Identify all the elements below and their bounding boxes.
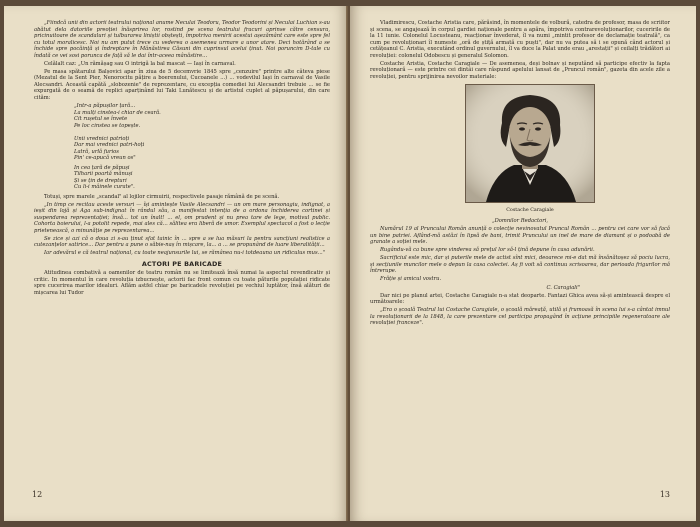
- paragraph-combative-attitude: Atitudinea combativă a oamenilor de teatru român nu se limitează însă numai la aspectul revendicativ și critic. In momentul în care revoluția izbucnește, actorii fac front comun cu toate păturile populației ridicate spre cucerirea marilor idealuri. Aflăm astfel chiar pe baricadele revoluției pe vechiul luptător, însă alături de mișcarea lui Tudor: [34, 270, 330, 296]
- poem-verses-1: [74, 103, 330, 162]
- paragraph-scandal: Totuși, spre marele „scandal" al lojilor cirmuirii, respectivele pasaje rămână de pe scenă.: [44, 193, 280, 200]
- paragraph-censorship: Pe masa spătarului Balșovici apar în ziua de 5 decemvrie 1845 spre „cenzuire" printre alte câteva piese (Mezatul de la Sent Pier, Nenorocitu pățire a boerenului, Cucoanele ...) ... vodevilul Iași în carnaval de Vasile Alecsandri. Această capătă „slobozenie" de reprezentare, cu excepția comediei lui Alecsandri trebuie ... se fie expurgată de o seamă de replici aparținând lui Taki Lunătescu și de artistul cuplet al păpușarului, din care cităm:: [34, 68, 330, 101]
- poem-line: Tilharii poartă mănuși: [74, 171, 133, 178]
- paragraph-alecsandri-recollection: „In timp ce recitau aceste versuri — își amintește Vasile Alecsandri — un om mare personagiu, indignat, a ieșit din lojă și Aga sub-indignat în rândul său, a manifestat intenția de a ordona închiderea cortinei și suspendarea reprezentației; însă... tot un înalt! ... el, om prudent și nu prea tare de lege, motivul public. Cohorta boierului, l-a potolit repede, mai ales că... sălitea era liberă de umor. Exemplul spectacol a fost o lecție prietenească, o minunăție pe reprezentarea...: [34, 201, 330, 234]
- poem-verses-2: [74, 165, 330, 191]
- paragraph-art-plan: Dar nici pe planul artei, Costache Caragiale n-a stat deoparte. Fantazi Ghica avea să-și amintească despre el următoarele:: [370, 292, 670, 306]
- poem-line: Cu li-i mâinele curate".: [74, 184, 135, 191]
- portrait-figure: [465, 84, 595, 214]
- poem-line: Dar mai vrednici patri-hoți: [74, 142, 145, 149]
- poem-line: Cit rușetul se învete: [74, 116, 128, 123]
- paragraph-lead: Costache Aristia, Costache Caragiale: [380, 60, 480, 67]
- poem-line: Și se țin de drepturi: [74, 177, 127, 184]
- poem-line: „Intr-a păpușilor țară...: [74, 103, 136, 110]
- paragraph-caragiale-support-body: De asemenea, deși bolnav și neputând să participe efectiv la fapta revoluționară — este printre cei dintâi care răspund apelului lansat de „Pruncul român", gazeta din acele zile a revoluției, pentru sprijinirea nevoilor materiale:: [370, 60, 670, 80]
- poem-line: Unii vrednici patrioți: [74, 135, 130, 142]
- poem-line: Latră, urlă furios: [74, 148, 119, 155]
- letter-paragraph-2: Rugându-vă ca bune spre vinderea să prețul lor să-l țină depune în casa adunării.: [380, 247, 595, 254]
- left-page: [4, 6, 348, 521]
- letter-paragraph-3: Sacrificiul este mic, dar și puterile mele de actist sînt mici, deoarece mi-e dat mă însănătoșez să pociu lucra, și secțiunile muncilor mele o depun la casa colectei. Aș fi voit să continuu scrisoarea, dar perioada frigurilor mă întrerupe.: [370, 255, 670, 275]
- letter-closing: Frăție și amicul vostru.: [380, 276, 442, 283]
- page-number-left: 12: [32, 490, 43, 499]
- paragraph-truth: Iar adevărul e că teatrul național, cu toate neajunsurile lui, se rămânea nu-i totdeauna un ridiculus mus...": [44, 250, 326, 257]
- paragraph-caragiale-support: Costache Aristia, Costache Caragiale — De asemenea, deși bolnav și neputând să participe efectiv la fapta revoluționară — este printre cei dintâi care răspund apelului lansat de „Pruncul român", gazeta din acele zile a revoluției, pentru sprijinirea nevoilor materiale:: [370, 60, 670, 80]
- poem-line: Pin' ce-apucă vreun os": [74, 155, 136, 162]
- page-number-right: 13: [659, 490, 670, 499]
- letter-salutation: „Domnilor Redactori,: [491, 218, 549, 225]
- paragraph-quote-order: „Fiindcă unii din actorii teatrului național anume Neculai Teodoru, Teodor Teodorini și Neculai Luchian s-au abătut dela datoriile preoției înăsprirea lor, rostind pe scena teatrului fracuri aprinse către censura, pricinuitoare de scandaluri și tulburarea liniștii obștești, împotriva menirii acestui așezământ care este spre fel cu totul moralicesc. Noi nu am putut trece cu vederea o asemenea urmare a unor atare. Deci hotărând a se închide spre pocăință și îndreptare în Mânăstirea Căsuni din cuprinsul acelui ținut. Noi poruncim D-tale cu îndată ce vei sosi porunca de față să le dai într-aceea mânăstire...: [34, 20, 330, 59]
- section-heading: ACTORI PE BARICADE: [141, 259, 223, 268]
- poem-line: La mulți cinstea-i chiar de ceară.: [74, 109, 161, 116]
- paragraph-vladimirescu: Vladimirescu, Costache Aristia care, părăsind, în momentele de volbură, catedra de profesor, masa de scriitor și scena, se angajează în corpul gardiei naționale pentru a apăra, împotriva contrarevoluționarilor, cuceririle de la 11 iunie. Colonelul Locusteanu, reacționar învederat, îl va numi „mintit profesor de declamație teatrală", ca cum pe revoluționari îl numeste „oră de știță armată cu puști", dar nu va putea să i se opună când actorul și cetățeanul C. Aristia, executând ordinul guvernului, îl va duce la Palat unde erau „arestații" și ceilalți trădători ai revoluției: colonelul Odobescu și generalul Solomon.: [370, 20, 670, 59]
- paragraph-ghica-quote: „Era o școală Teatrul lui Costache Caragiale, o școală măreață, utilă și frumoasă în scena lui s-a cântat imnul la revoluționarii de la 1848, la care prezentare cel participa propagând în acțiune principiile regeneratoare ale revoluției franceze".: [370, 307, 670, 327]
- right-text-column: [370, 20, 670, 328]
- poem-line: In cea țară de păpuși: [74, 164, 130, 171]
- portrait-photo: [465, 84, 595, 203]
- paragraph-secret-council: Se zice și azi că o doua zi s-au ținut sfat tainic în ... spre a se lua măsuri la pentru sancțiuni realistice a cutezanțelor satirice... Dar pentru a pune o săbie-naș în mișcare, la... a ... se propunând de luare liberalității...: [34, 235, 330, 249]
- letter-signature: C. Caragiali": [546, 284, 580, 291]
- left-text-column: [34, 20, 330, 298]
- right-page: [350, 6, 696, 521]
- letter-paragraph-1: Numărul 19 al Pruncului Român anunță o colecție nevinovatul Pruncul Român ... pentru cei care vor să facă un bine patriei. Aflând-mă astăzi în lipsă de bani, trimit Pruncului un inel de mare de diamant și o podoabă de granate a soției mele.: [370, 226, 670, 246]
- paragraph-other-case: Celălalt caz: „Un rămășag sau O intrigă la bal mascat — Iași în carnaval.: [44, 60, 236, 67]
- poem-line: Pe loc cinstea se topește.: [74, 122, 141, 129]
- portrait-caption: Costache Caragiale: [506, 207, 554, 213]
